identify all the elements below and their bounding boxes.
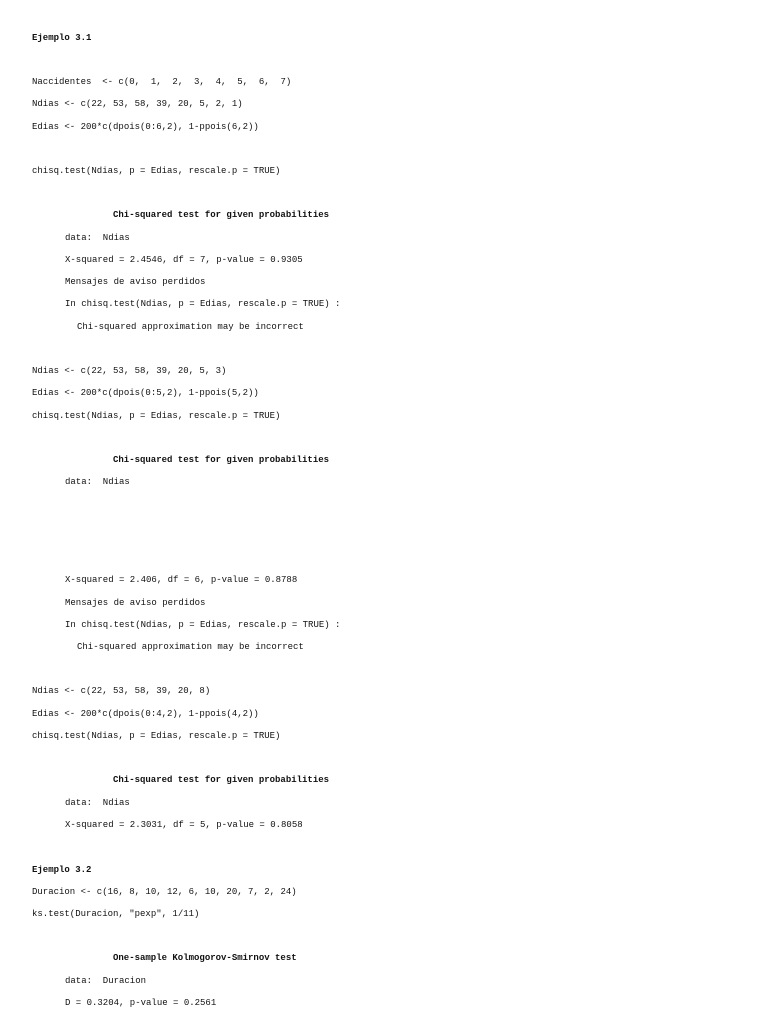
output-ks-title: One-sample Kolmogorov-Smirnov test bbox=[113, 953, 297, 963]
code-edias-2: Edias <- 200*c(dpois(0:5,2), 1-ppois(5,2)) bbox=[32, 388, 259, 398]
code-ks-call: ks.test(Duracion, "pexp", 1/11) bbox=[32, 909, 200, 919]
output-result-1: X-squared = 2.4546, df = 7, p-value = 0.9305 bbox=[65, 255, 303, 265]
output-warning-1: Mensajes de aviso perdidos bbox=[65, 277, 206, 287]
code-ndias-3: Ndias <- c(22, 53, 58, 39, 20, 8) bbox=[32, 686, 211, 696]
code-duracion: Duracion <- c(16, 8, 10, 12, 6, 10, 20, 7, 2, 24) bbox=[32, 887, 297, 897]
output-result-2: X-squared = 2.406, df = 6, p-value = 0.8788 bbox=[65, 575, 298, 585]
output-ks-result: D = 0.3204, p-value = 0.2561 bbox=[65, 998, 217, 1008]
output-ks-data: data: Duracion bbox=[65, 976, 147, 986]
output-warning-msg-1: Chi-squared approximation may be incorrect bbox=[77, 322, 304, 332]
output-warning-call-2: In chisq.test(Ndias, p = Edias, rescale.p = TRUE) : bbox=[65, 620, 341, 630]
code-naccidentes: Naccidentes <- c(0, 1, 2, 3, 4, 5, 6, 7) bbox=[32, 77, 292, 87]
code-chisq-call-1: chisq.test(Ndias, p = Edias, rescale.p = TRUE) bbox=[32, 166, 281, 176]
output-warning-2: Mensajes de aviso perdidos bbox=[65, 598, 206, 608]
code-ndias-2: Ndias <- c(22, 53, 58, 39, 20, 5, 3) bbox=[32, 366, 227, 376]
output-test-title-2: Chi-squared test for given probabilities bbox=[113, 455, 330, 465]
heading-ejemplo-3-2: Ejemplo 3.2 bbox=[32, 865, 92, 875]
output-test-title-3: Chi-squared test for given probabilities bbox=[113, 775, 330, 785]
output-test-title-1: Chi-squared test for given probabilities bbox=[113, 210, 330, 220]
output-result-3: X-squared = 2.3031, df = 5, p-value = 0.8058 bbox=[65, 820, 303, 830]
heading-ejemplo-3-1: Ejemplo 3.1 bbox=[32, 33, 92, 43]
output-data-1: data: Ndias bbox=[65, 233, 130, 243]
code-edias-3: Edias <- 200*c(dpois(0:4,2), 1-ppois(4,2)) bbox=[32, 709, 259, 719]
output-warning-call-1: In chisq.test(Ndias, p = Edias, rescale.p = TRUE) : bbox=[65, 299, 341, 309]
output-data-3: data: Ndias bbox=[65, 798, 130, 808]
code-edias-1: Edias <- 200*c(dpois(0:6,2), 1-ppois(6,2)) bbox=[32, 122, 259, 132]
code-chisq-call-2: chisq.test(Ndias, p = Edias, rescale.p = TRUE) bbox=[32, 411, 281, 421]
code-chisq-call-3: chisq.test(Ndias, p = Edias, rescale.p = TRUE) bbox=[32, 731, 281, 741]
output-data-2: data: Ndias bbox=[65, 477, 130, 487]
code-ndias-1: Ndias <- c(22, 53, 58, 39, 20, 5, 2, 1) bbox=[32, 99, 243, 109]
output-warning-msg-2: Chi-squared approximation may be incorrect bbox=[77, 642, 304, 652]
